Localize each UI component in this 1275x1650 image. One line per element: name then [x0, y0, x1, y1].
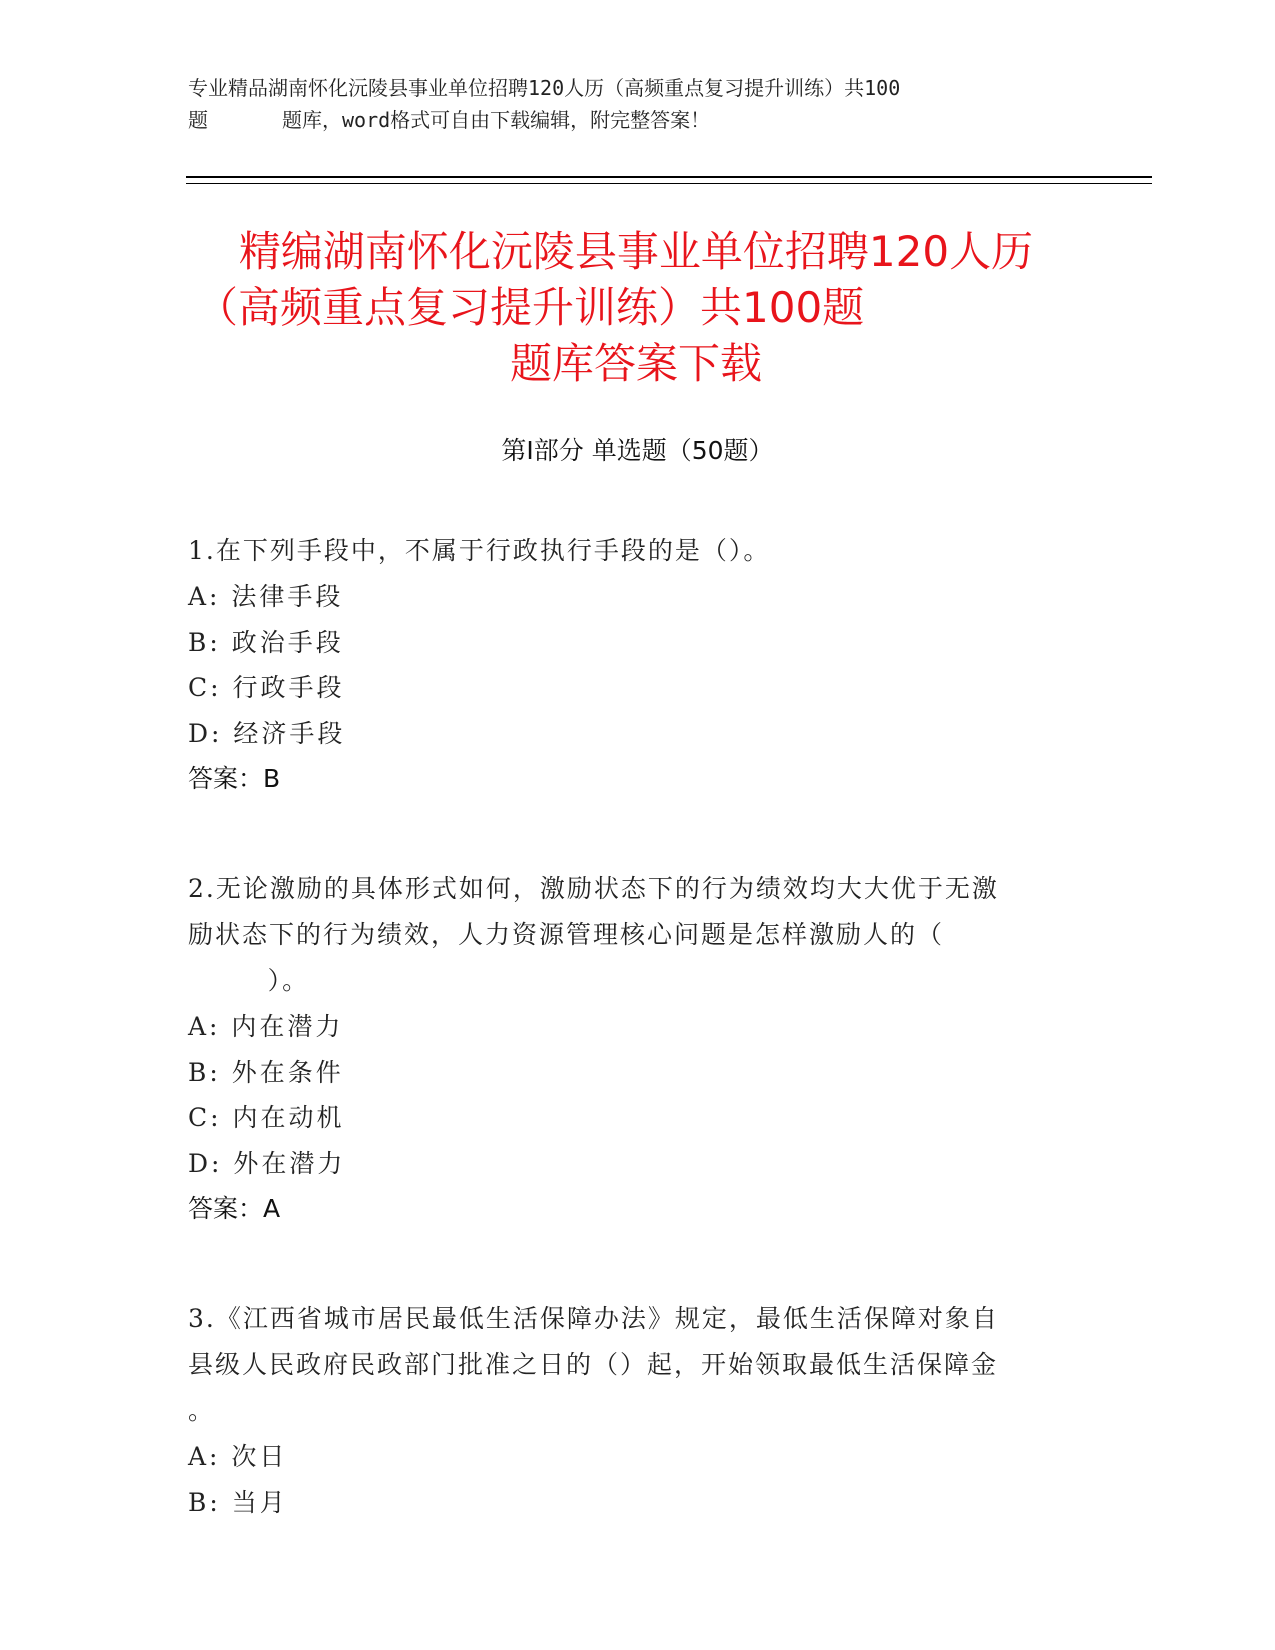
- question-option: A: 次日: [188, 1442, 288, 1471]
- question-stem-line: 3.《江西省城市居民最低生活保障办法》规定，最低生活保障对象自: [188, 1304, 999, 1333]
- question-stem-line: 1.在下列手段中，不属于行政执行手段的是（）。: [188, 536, 771, 565]
- question-item: [188, 866, 1068, 1232]
- question-option: C: 行政手段: [188, 673, 345, 702]
- question-stem-line: 励状态下的行为绩效，人力资源管理核心问题是怎样激励人的（: [188, 920, 945, 949]
- question-item: [188, 1296, 1068, 1525]
- header-line-2-rest: 题库，word格式可自由下载编辑，附完整答案！: [282, 108, 711, 132]
- document-title: [160, 224, 1120, 392]
- question-option: A: 法律手段: [188, 582, 344, 611]
- question-option: B: 外在条件: [188, 1057, 344, 1087]
- section-title: 第Ⅰ部分 单选题（50题）: [501, 436, 774, 465]
- question-option: C: 内在动机: [188, 1103, 345, 1132]
- question-stem-line: 2.无论激励的具体形式如何，激励状态下的行为绩效均大大优于无激: [188, 874, 999, 903]
- header-line-2: [188, 104, 1088, 136]
- title-line-3: 题库答案下载: [509, 339, 762, 388]
- page-header: [188, 72, 1088, 136]
- question-answer: 答案：B: [188, 764, 281, 793]
- question-stem-line: ）。: [188, 966, 310, 995]
- question-answer: 答案：A: [188, 1194, 281, 1223]
- question-option: D: 经济手段: [188, 718, 346, 748]
- question-option: D: 外在潜力: [188, 1148, 346, 1178]
- title-line-1: 精编湖南怀化沅陵县事业单位招聘120人历: [238, 227, 1034, 276]
- question-option: B: 政治手段: [188, 627, 344, 657]
- question-option: B: 当月: [188, 1487, 288, 1517]
- title-line-2: （高频重点复习提升训练）共100题: [196, 283, 865, 332]
- header-line-2-start: 题: [188, 108, 208, 132]
- question-option: A: 内在潜力: [188, 1012, 344, 1041]
- question-stem-line: 县级人民政府民政部门批准之日的（）起，开始领取最低生活保障金: [188, 1350, 999, 1379]
- question-stem-line: 。: [188, 1396, 216, 1425]
- question-item: [188, 528, 1068, 802]
- header-line-1: 专业精品湖南怀化沅陵县事业单位招聘120人历（高频重点复习提升训练）共100: [188, 76, 901, 100]
- question-list: [188, 528, 1068, 1525]
- header-divider-thin: [186, 183, 1152, 184]
- header-divider-thick: [186, 176, 1152, 178]
